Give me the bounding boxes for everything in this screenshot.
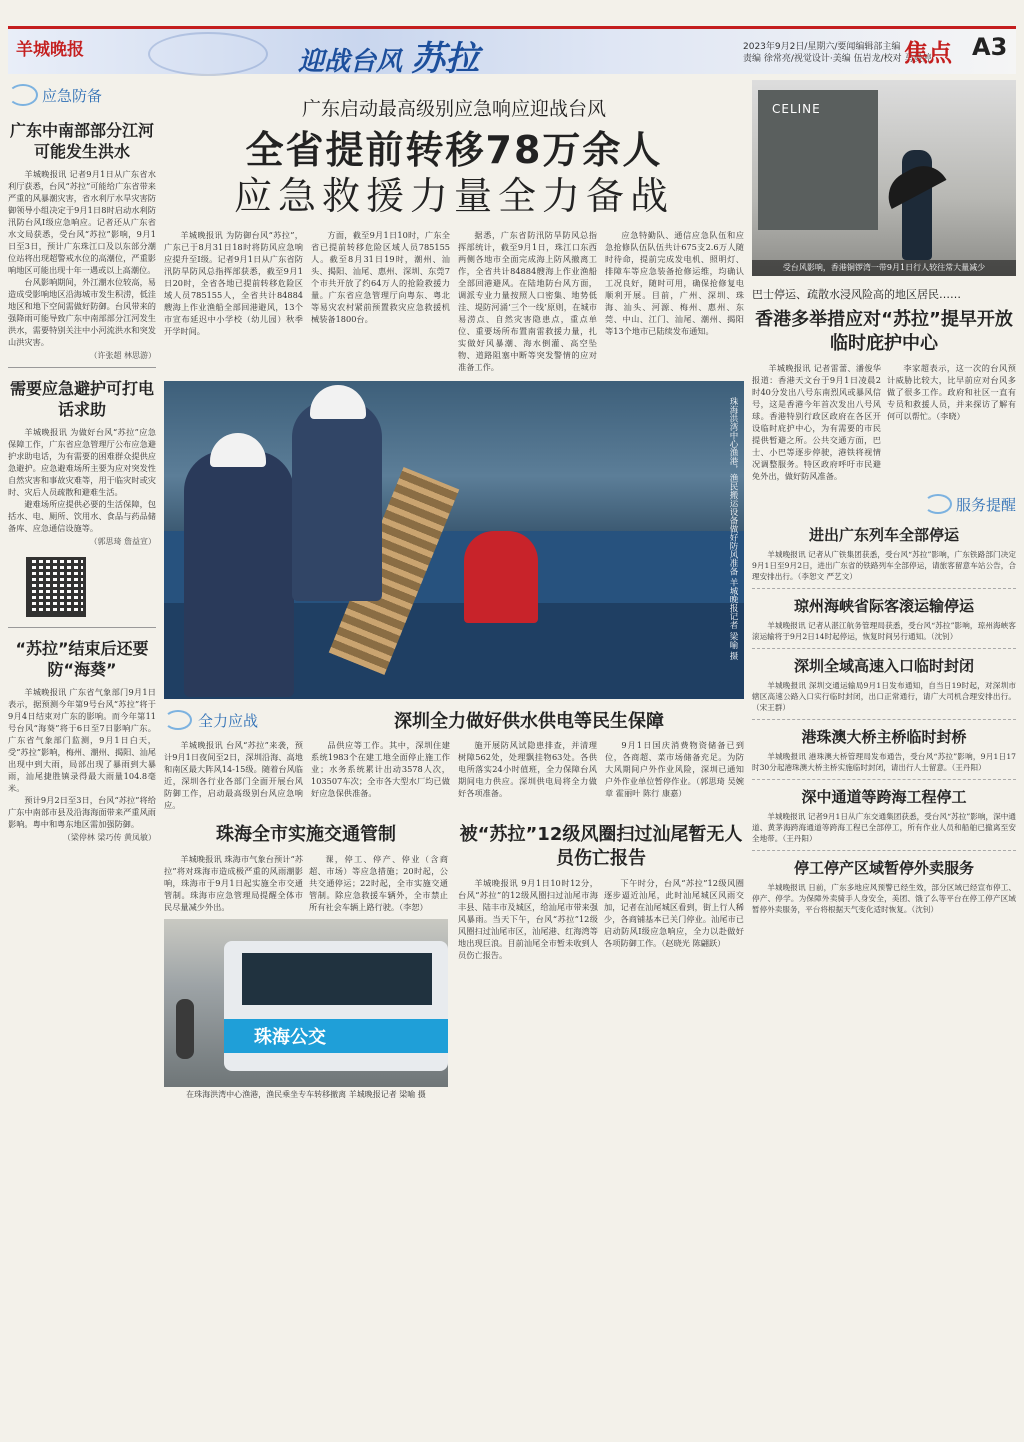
dateline-editors: 责编 徐常亮/视觉设计·美编 伍岩龙/校对 马曼婷: [743, 54, 932, 64]
shenzhen-title: 深圳全力做好供水供电等民生保障: [394, 711, 664, 732]
section-tag-label: 服务提醒: [955, 495, 1016, 514]
dateline-date: 2023年9月2日/星期六/要闻编辑部主编: [743, 42, 901, 52]
swirl-icon: [8, 84, 38, 106]
newspaper-logo: 羊城晚报: [16, 40, 84, 60]
section-tag-emergency: [8, 80, 156, 110]
typhoon-name: 苏拉: [411, 39, 480, 79]
right-column: [752, 80, 1016, 1436]
main-column: [164, 80, 744, 1436]
bus-photo: [164, 919, 448, 1087]
hk-col-1: 羊城晚报讯 记者雷蕾、潘俊华报道：香港天文台于9月1日凌晨2时40分发出八号东南烈风或暴风信号，这是香港今年首次发出八号风球。香港特别行政区政府在各区开设临时庇护中心，为有需要的市民提供暂避之所。公共交通方面，巴士、小巴等逐步停驶，港铁将视情况调整服务。特区政府呼吁市民避免外出，做好防风准备。: [752, 363, 881, 481]
shenzhen-body: [164, 739, 744, 811]
shanwei-body: [458, 877, 744, 961]
theme-prefix: 迎战台风: [298, 47, 403, 77]
shenzhen-col-3: 施开展防风试隐患排查，并清理树障562处，处理飘挂物63处。各供电所落实24小时值班，全力保障台风期间电力供应。深圳供电局将全力做好各项准备。: [458, 740, 597, 798]
shanwei-article: [458, 819, 744, 1100]
lead-col-4: 应急特勤队、通信应急队伍和应急抢修队伍队伍共计675支2.6万人随时待命，提前完成发电机、照明灯、排障车等应急装备抢修运维，均确认工况良好，随时可用，确保抢修复电顺利开展。目前，广州、深圳、珠海、汕头、河源、梅州、惠州、东莞、中山、江门、汕尾、潮州、揭阳等13个地市已陆续发布通知。: [605, 230, 744, 336]
hk-title: 香港多举措应对“苏拉”提早开放临时庇护中心: [755, 309, 1013, 354]
service-title: 港珠澳大桥主桥临时封桥: [801, 728, 967, 746]
swirl-icon: [164, 710, 192, 730]
service-title: 深中通道等跨海工程停工: [801, 788, 967, 806]
photo-caption: 珠海洪湾中心渔港，渔民搬运设备做好防风准备 羊城晚报记者 梁喻 摄: [728, 397, 738, 661]
service-title: 进出广东列车全部停运: [808, 526, 959, 544]
store-sign: CELINE: [772, 102, 821, 116]
article-title-shelter: 需要应急避护可打电话求助: [9, 379, 154, 419]
swirl-icon: [924, 494, 952, 514]
service-notice: [752, 524, 1016, 589]
service-body: 羊城晚报讯 记者9月1日从广东交通集团获悉，受台风“苏拉”影响，深中通道、黄茅海跨海通道等跨海工程已全部停工，所有作业人员和船舶已撤离至安全地带。（王丹阳）: [752, 812, 1016, 843]
bus-label: 珠海公交: [254, 1027, 326, 1048]
service-body: 羊城晚报讯 深圳交通运输局9月1日发布通知，自当日19时起，对深圳市辖区高速公路入口实行临时封闭，出口正常通行，请广大司机合理安排出行。（宋王群）: [752, 681, 1016, 712]
service-body: 羊城晚报讯 日前，广东多地应风预警已经生效，部分区域已经宣布停工、停产、停学。为保障外卖骑手人身安全，美团、饿了么等平台在停工停产区域暂停外卖服务，平台将根据天气变化适时恢复。（沈钊）: [752, 883, 1016, 914]
fishing-port-photo: [164, 381, 744, 699]
lead-col-2: 方面，截至9月1日10时，广东全省已提前转移危险区域人员785155人。截至8月31日19时，潮州、汕头、揭阳、汕尾、惠州、深圳、东莞7个市共开放了约64万人的抢险救援力量。广东省应急管理厅向粤东、粤北等易灾农村紧前预置救灾应急救援机械装备1800台。: [311, 230, 450, 324]
article-body-shelter: 羊城晚报讯 为做好台风“苏拉”应急保障工作，广东省应急管理厅公布应急避护求助电话，为有需要的困难群众提供应急避护。应急避难场所主要为应对突发性自然灾害和事故灾难等，用于临灾时或灾时、灾后人员疏散和避难生活。: [8, 427, 156, 497]
special-theme-title: [298, 31, 479, 80]
article-title-haikui: “苏拉”结束后还要防“海葵”: [15, 639, 149, 679]
byline-flood: （许张超 林思游）: [89, 351, 156, 360]
shenzhen-col-2: 品供应等工作。其中，深圳住建系统1983个在建工地全面停止施工作业；水务系统累计出动3578人次，103507车次；全市各大型水厂均已做好应急保供准备。: [311, 740, 450, 798]
divider: [752, 850, 1016, 851]
hk-col-2: 李家超表示，这一次的台风预计威胁比较大，比早前应对台风多做了很多工作。政府和社区一直有专员和救援人员，并来探访了解有何可以帮忙。（李晓）: [887, 363, 1016, 421]
zhuhai-col-2: 课，停工、停产、停业（含商超、市场）等应急措施；20时起，公共交通停运；22时起，全市实施交通管制。除应急救援车辆外，全市禁止所有社会车辆上路行驶。（李恕）: [309, 854, 448, 912]
page-number: A3: [972, 33, 1008, 61]
article-title-flood: 广东中南部部分江河可能发生洪水: [9, 121, 154, 161]
service-notice: [752, 655, 1016, 720]
shenzhen-col-4: 9月1日国庆消费物资储备已到位，各商超、菜市场储备充足。为防大风期间户外作业风险，深圳已通知户外作业单位暂停作业。（郭思琦 吴婉章 霍丽叶 陈行 康嘉）: [605, 740, 744, 798]
section-tag-label: 应急防备: [42, 86, 103, 105]
bus-photo-caption: 在珠海洪湾中心渔港，渔民乘坐专车转移撤离 羊城晚报记者 梁喻 摄: [186, 1090, 426, 1099]
shanwei-col-2: 下午时分，台风“苏拉”12级风圈逐步逼近汕尾，此时汕尾城区风雨交加，记者在汕尾城区看到，街上行人稀少，各商铺基本已关门停业。汕尾市已启动防风Ⅰ级应急响应，全力以赴做好各项防御工作。（赵晓光 陈翩跃）: [604, 878, 744, 948]
hk-body: [752, 362, 1016, 482]
service-body: 羊城晚报讯 记者从广铁集团获悉，受台风“苏拉”影响，广东铁路部门决定9月1日至9月2日，进出广东省的铁路列车全部停运，请旅客留意车站公告，合理安排出行。（李恕文 严艺文）: [752, 550, 1016, 581]
shenzhen-col-1: 羊城晚报讯 台风“苏拉”来袭，预计9月1日夜间至2日，深圳沿海、高地和南区最大阵风14-15级。随着台风临近，深圳各行业各部门全面开展台风防御工作，启动最高级别台风应急响应。: [164, 740, 303, 810]
section-tag-battle: [164, 710, 314, 731]
hk-kicker: 巴士停运、疏散水浸风险高的地区居民……: [752, 288, 961, 301]
lead-col-1: 羊城晚报讯 为防御台风“苏拉”，广东已于8月31日18时将防风应急响应提升至Ⅰ级。记者9月1日从广东省防汛防旱防风总指挥部获悉，截至9月1日20时，全省各地已提前转移危险区域人员785155人，全省共计84884艘海上作业渔船全部回港避风，13个市宣布延迟中小学校（幼儿园）秋季开学时间。: [164, 230, 303, 336]
fisherman-figure: [464, 531, 538, 623]
helmet: [210, 433, 266, 467]
pedestrian-figure: [176, 999, 194, 1059]
photo-caption: 受台风影响，香港铜锣湾一带9月1日行人较往常大量减少: [752, 260, 1016, 276]
left-column: [8, 80, 156, 1436]
section-tag-service: [752, 490, 1016, 518]
worker-figure: [292, 401, 382, 601]
article-body-shelter-2: 避难场所应提供必要的生活保障，包括水、电、厕所、饮用水、食品与药品储备库、应急通信设施等。: [8, 499, 156, 533]
masthead: [8, 26, 1016, 79]
section-tag-label: 全力应战: [198, 711, 259, 730]
worker-figure: [184, 451, 294, 697]
bottom-articles: [164, 819, 744, 1100]
service-notice: [752, 857, 1016, 915]
divider: [8, 367, 156, 368]
divider: [752, 779, 1016, 780]
shanwei-title: 被“苏拉”12级风圈扫过汕尾暂无人员伤亡报告: [459, 824, 743, 869]
service-body: 羊城晚报讯 港珠澳大桥管理局发布通告，受台风“苏拉”影响，9月1日17时30分起港珠澳大桥主桥实施临时封闭，请出行人士留意。（王丹阳）: [752, 752, 1016, 772]
shanwei-col-1: 羊城晚报讯 9月1日10时12分，台风“苏拉”的12级风圈扫过汕尾市海丰县、陆丰市及城区，给汕尾市带来强风暴雨。当天下午，台风“苏拉”12级风圈扫过汕尾市区，汕尾港、红海湾等地出现巨浪。目前汕尾全市暂未收到人员伤亡报告。: [458, 878, 598, 960]
article-body-haikui-2: 预计9月2日至3日，台风“苏拉”将给广东中南部市县及沿海海面带来严重风雨影响。粤中和粤东地区需加强防御。: [8, 795, 156, 829]
divider: [752, 648, 1016, 649]
zhuhai-title: 珠海全市实施交通管制: [216, 824, 396, 845]
shenzhen-header: [164, 707, 744, 733]
service-title: 停工停产区域暂停外卖服务: [793, 859, 974, 877]
lead-kicker: 广东启动最高级别应急响应迎战台风: [301, 98, 606, 120]
service-title: 琼州海峡省际客滚运输停运: [793, 597, 974, 615]
lead-subheadline: 应急救援力量全力备战: [233, 174, 674, 218]
lead-headline: 全省提前转移78万余人: [245, 128, 663, 172]
service-body: 羊城晚报讯 记者从湛江航务管理局获悉，受台风“苏拉”影响，琼州海峡客滚运输将于9月2日14时起停运，恢复时间另行通知。（沈钊）: [752, 621, 1016, 641]
byline-shelter: （郭思琦 詹益宣）: [89, 537, 156, 546]
section-name: 焦点: [904, 39, 952, 67]
zhuhai-article: [164, 819, 448, 1100]
byline-haikui: （梁停林 梁巧传 黄凤敏）: [62, 833, 156, 842]
divider: [752, 588, 1016, 589]
lead-col-3: 据悉，广东省防汛防旱防风总指挥部统计，截至9月1日，珠江口东西两侧各地市全面完成海上防风撤离工作，全省共计84884艘海上作业渔船全部回港避风。在陆地防台风方面，调派专业力量按照人口密集、地势低洼、堤防河涌‘三个一线’原则，在城市易涝点、自然灾害隐患点，重点单位、重要场所布置南雷救援力量，扎实做好风暴潮、海水倒灌、高空坠物、道路阻塞中断等突发警情的应对准备工作。: [458, 230, 597, 372]
service-notice: [752, 786, 1016, 851]
hong-kong-photo: [752, 80, 1016, 276]
qr-code-icon[interactable]: [26, 557, 86, 617]
divider: [8, 627, 156, 628]
qr-code-block: [8, 553, 156, 621]
zhuhai-body: [164, 853, 448, 913]
article-body-flood: 羊城晚报讯 记者9月1日从广东省水利厅获悉，台风“苏拉”可能给广东省带来严重的风暴潮灾害，省水利厅水旱灾害防御领导小组决定于9月1日8时启动水利防汛防台风Ⅰ级应急响应。记者还从广东省水文局获悉，受台风“苏拉”影响，9月1日至3日，预计广东珠江口及以东部分潮位站将出现超警戒水位的高潮位，严重影响地区可能出现十年一遇或以上高潮位。: [8, 169, 156, 275]
service-notice: [752, 595, 1016, 649]
typhoon-swirl-icon: [148, 32, 268, 76]
helmet: [310, 385, 366, 419]
zhuhai-col-1: 羊城晚报讯 珠海市气象台预计“苏拉”将对珠海市造成极严重的风雨潮影响，珠海市于9月1日起实施全市交通管制。珠海市应急管理局提醒全体市民尽量减少外出。: [164, 854, 303, 912]
article-body-flood-2: 台风影响期间，外江潮水位较高，易造成受影响地区沿海城市发生积涝，低洼地区和地下空间需做好防御。台风带来的强降雨可能导致广东中南部部分江河发生洪水，需要特别关注中小河流洪水和突发山洪灾害。: [8, 277, 156, 347]
service-title: 深圳全域高速入口临时封闭: [793, 657, 974, 675]
service-notice: [752, 726, 1016, 780]
divider: [752, 719, 1016, 720]
article-body-haikui: 羊城晚报讯 广东省气象部门9月1日表示，据预测今年第9号台风“苏拉”将于9月4日结束对广东的影响。而今年第11号台风“海葵”将于6日至7日影响广东。广东省气象部门监测，9月1日白天，受“苏拉”影响，梅州、潮州、揭阳、汕尾出现中到大雨，局部出现了暴雨到大暴雨，汕尾捷胜镇录得最大雨量104.8毫米。: [8, 687, 156, 793]
bus-window: [242, 953, 432, 1005]
lead-article-body: [164, 229, 744, 373]
